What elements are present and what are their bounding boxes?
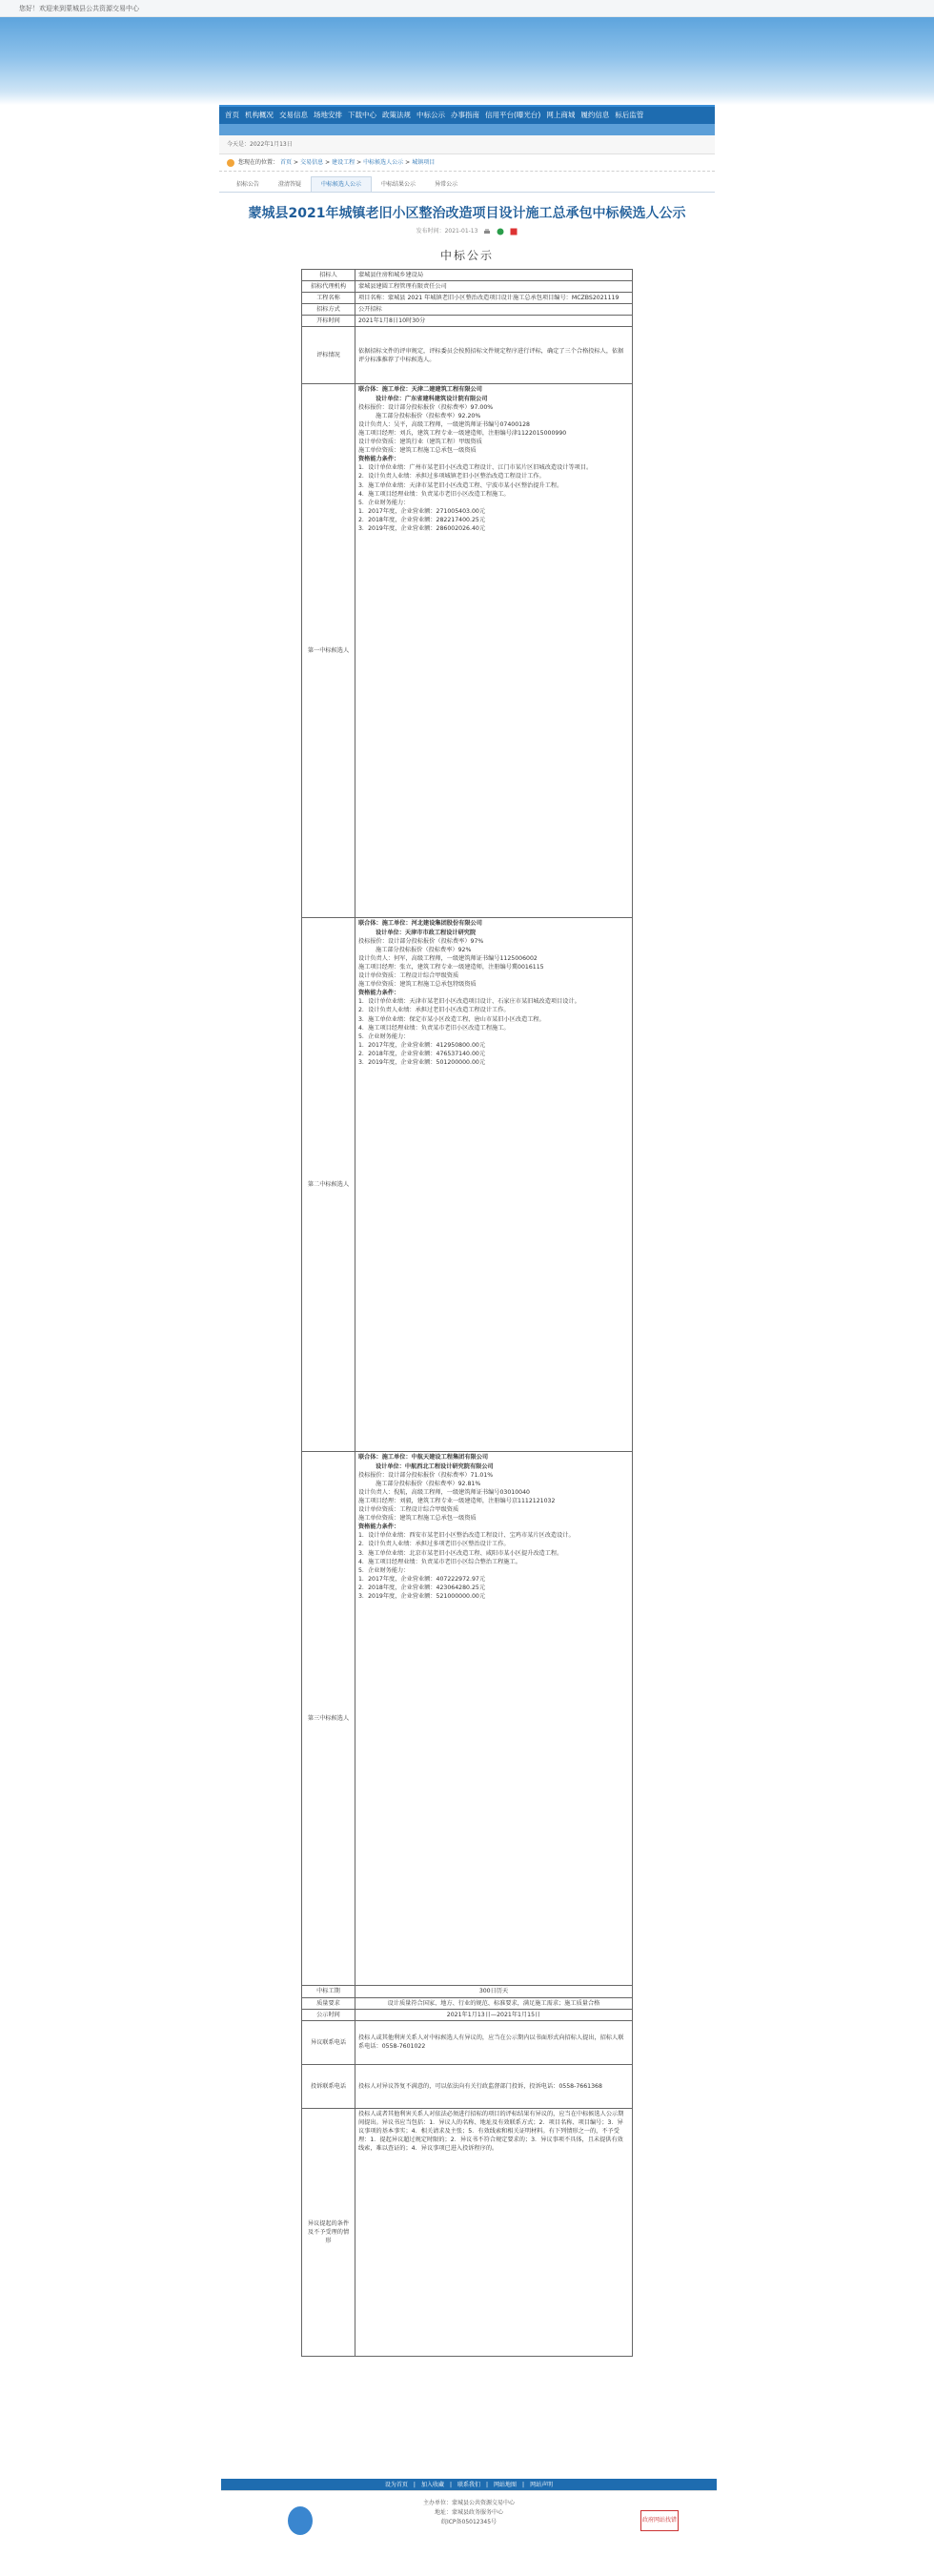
candidate-line: 4．施工项目经理业绩：负责某市老旧小区综合整治工程施工。	[358, 1558, 521, 1565]
candidate-line: 4．施工项目经理业绩：负责某市老旧小区改造工程施工。	[358, 1024, 510, 1032]
footer-link-contact[interactable]: 联系我们	[457, 2481, 480, 2488]
row-value: 投标人对异议答复不满意的，可以依法向有关行政监督部门投诉，投诉电话：0558-7661368	[355, 2064, 633, 2108]
candidate-line: 联合体：施工单位：天津二建建筑工程有限公司	[358, 386, 482, 394]
table-row	[302, 2020, 633, 2064]
candidate-line: 5．企业财务能力：	[358, 1032, 410, 1040]
candidate-line: 设计单位：中航西北工程设计研究院有限公司	[376, 1462, 494, 1470]
table-row	[302, 1452, 633, 1986]
candidate-line: 投标报价：设计部分投标报价（投标费率）97%	[358, 937, 484, 945]
row-label: 招标方式	[302, 304, 355, 316]
nav-item-award[interactable]: 中标公示	[416, 111, 445, 120]
candidate-line: 资格能力条件：	[358, 1523, 400, 1531]
sub-bar	[219, 124, 715, 135]
breadcrumb-construction[interactable]: 建设工程	[332, 159, 355, 166]
row-label: 招标人	[302, 270, 355, 281]
nav-item-policy[interactable]: 政策法规	[382, 111, 411, 120]
table-row	[302, 384, 633, 918]
row-value: 项目名称：蒙城县 2021 年城镇老旧小区整治改造项目设计施工总承包项目编号：MCZBS2021119	[355, 293, 633, 304]
candidate-line: 施工单位资质：建筑工程施工总承包一级资质	[358, 1515, 477, 1523]
candidate-line: 4．施工项目经理业绩：负责某市老旧小区改造工程施工。	[358, 490, 510, 498]
row-label: 异议联系电话	[302, 2020, 355, 2064]
nav-item-trade[interactable]: 交易信息	[279, 111, 308, 120]
row-label: 异议提起的条件及不予受理的情形	[302, 2108, 355, 2356]
table-row	[302, 2108, 633, 2356]
table-row	[302, 1997, 633, 2009]
candidate-line: 施工项目经理：张立，建筑工程专业一级建造师，注册编号冀0016115	[358, 963, 544, 971]
table-row	[302, 2009, 633, 2020]
banner-logo-area	[221, 42, 717, 84]
nav-item-credit[interactable]: 信用平台(曝光台)	[485, 111, 541, 120]
nav-item-about[interactable]: 机构概况	[245, 111, 274, 120]
article-meta	[219, 227, 715, 235]
nav-item-venue[interactable]: 场地安排	[314, 111, 342, 120]
row-label: 招标代理机构	[302, 281, 355, 293]
top-bar	[0, 0, 934, 17]
date-text: 今天是：2022年1月13日	[227, 141, 293, 148]
candidate-line: 设计负责人：倪航，高级工程师，一级建筑师证书编号03010040	[358, 1488, 530, 1496]
candidate-line: 投标报价：设计部分投标报价（投标费率）97.00%	[358, 403, 494, 411]
candidate-line: 设计负责人：何军，高级工程师，一级建筑师证书编号1125006002	[358, 954, 538, 962]
table-row	[302, 293, 633, 304]
error-report-badge[interactable]: 政府网站找错	[640, 2510, 679, 2531]
row-value: 公开招标	[355, 304, 633, 316]
main-nav	[219, 105, 715, 124]
candidate-line: 设计单位资质：工程设计综合甲级资质	[358, 972, 459, 980]
candidate-line: 2．2018年度，企业营业额：282217400.25元	[358, 516, 486, 523]
row-value: 投标人或者其他利害关系人对依法必须进行招标的项目的评标结果有异议的，应当在中标候选人公示期间提出。异议书应当包括：1．异议人的名称、地址及有效联系方式；2．项目名称、项目编号；3．异议事项的基本事实；4．相关请求及主张；5．有效线索和相关证明材料。有下列情形之一的，不予受理：1．提起异议超过规定时限的；2．异议书不符合规定要求的；3．异议事项不具体，且未提供有效线索，难以查证的；4．异议事项已进入投诉程序的。	[355, 2108, 633, 2356]
candidate-line: 设计单位资质：建筑行业（建筑工程）甲级资质	[358, 439, 482, 446]
publish-time: 发布时间：2021-01-13	[416, 228, 478, 235]
row-label: 质量要求	[302, 1997, 355, 2009]
candidate-line: 1．2017年度，企业营业额：412950800.00元	[358, 1041, 486, 1049]
candidate-line: 5．企业财务能力：	[358, 1566, 410, 1574]
nav-item-mall[interactable]: 网上商城	[546, 111, 576, 120]
table-row	[302, 316, 633, 327]
row-value: 300日历天	[355, 1986, 633, 1997]
tab-exception[interactable]: 异常公示	[435, 181, 458, 188]
candidate-line: 施工部分投标报价（投标费率）92.20%	[376, 412, 481, 419]
nav-item-download[interactable]: 下载中心	[348, 111, 376, 120]
candidate-line: 设计单位：天津市市政工程设计研究院	[376, 929, 477, 936]
row-label: 公示时间	[302, 2009, 355, 2020]
footer-line: 地址：蒙城县政务服务中心	[434, 2509, 503, 2516]
candidate-line: 2．设计负责人业绩：承担过多项城镇老旧小区整治改造工程设计工作。	[358, 473, 545, 480]
row-label: 中标工期	[302, 1986, 355, 1997]
candidate-3-label: 第三中标候选人	[302, 1452, 355, 1986]
tab-clarification[interactable]: 澄清答疑	[278, 181, 302, 188]
document-title: 中标公示	[439, 249, 494, 262]
row-label: 投诉联系电话	[302, 2064, 355, 2108]
candidate-2-label: 第二中标候选人	[302, 918, 355, 1452]
article-title: 蒙城县2021年城镇老旧小区整治改造项目设计施工总承包中标候选人公示	[248, 206, 686, 221]
notice-document	[301, 247, 633, 2357]
breadcrumb-candidates[interactable]: 中标候选人公示	[363, 159, 404, 166]
candidate-line: 2．2018年度，企业营业额：476537140.00元	[358, 1050, 486, 1057]
candidate-line: 联合体：施工单位：中航天建设工程集团有限公司	[358, 1454, 489, 1462]
nav-item-home[interactable]: 首页	[225, 111, 239, 120]
table-row	[302, 270, 633, 281]
breadcrumb-trade[interactable]: 交易信息	[300, 159, 324, 166]
gov-badge-icon[interactable]	[288, 2506, 313, 2535]
footer-link-statement[interactable]: 网站声明	[530, 2481, 554, 2488]
candidate-line: 3．施工单位业绩：北京市某老旧小区改造工程、咸阳市某小区提升改造工程。	[358, 1549, 563, 1557]
candidate-line: 5．企业财务能力：	[358, 499, 410, 506]
footer-link-sitemap[interactable]: 网站地图	[494, 2481, 518, 2488]
candidate-line: 3．施工单位业绩：保定市某小区改造工程、唐山市某旧小区改造工程。	[358, 1015, 545, 1023]
home-icon	[227, 159, 234, 167]
footer-link-homepage[interactable]: 设为首页	[384, 2481, 408, 2488]
close-icon[interactable]	[510, 228, 518, 235]
candidate-2-detail	[355, 918, 633, 1452]
row-label: 工程名称	[302, 293, 355, 304]
footer-link-favorite[interactable]: 加入收藏	[420, 2481, 444, 2488]
table-row	[302, 281, 633, 293]
candidate-line: 设计单位：广东省建科建筑设计院有限公司	[376, 395, 488, 402]
footer	[221, 2490, 717, 2549]
top-bar-text: 您好！欢迎来到蒙城县公共资源交易中心	[19, 5, 139, 12]
nav-item-performance[interactable]: 履约信息	[580, 111, 610, 120]
candidate-line: 3．施工单位业绩：天津市某老旧小区改造工程、宁波市某小区整治提升工程。	[358, 481, 563, 489]
share-icon[interactable]	[497, 228, 504, 235]
candidate-line: 2．设计负责人业绩：承担过老旧小区改造工程设计工作。	[358, 1007, 510, 1014]
candidate-line: 设计单位资质：工程设计综合甲级资质	[358, 1506, 459, 1514]
page-wrapper	[219, 105, 715, 2357]
candidate-line: 施工单位资质：建筑工程施工总承包特级资质	[358, 981, 477, 989]
notice-table	[301, 269, 633, 2357]
candidate-line: 施工部分投标报价（投标费率）92.81%	[376, 1480, 481, 1487]
info-bar	[219, 135, 715, 154]
nav-item-guide[interactable]: 办事指南	[451, 111, 479, 120]
candidate-line: 施工项目经理：刘兵，建筑工程专业一级建造师，注册编号津1122015000990	[358, 429, 567, 437]
candidate-line: 设计负责人：吴平，高级工程师，一级建筑师证书编号07400128	[358, 420, 530, 428]
notice-tabs	[219, 172, 715, 193]
row-label: 评标情况	[302, 327, 355, 384]
breadcrumb-town[interactable]: 城镇项目	[412, 159, 436, 166]
footer-nav: 设为首页 | 加入收藏 | 联系我们 | 网站地图 | 网站声明	[221, 2479, 717, 2490]
tab-tender-notice[interactable]: 招标公告	[236, 181, 260, 188]
candidate-line: 资格能力条件：	[358, 456, 400, 463]
row-value: 依据招标文件的评审规定，评标委员会按照招标文件规定程序进行评标，确定了三个合格投标人，依据评分标准推荐了中标候选人。	[355, 327, 633, 384]
candidate-line: 联合体：施工单位：河北建设集团股份有限公司	[358, 920, 482, 928]
candidate-1-label: 第一中标候选人	[302, 384, 355, 918]
banner	[0, 17, 934, 105]
candidate-line: 施工部分投标报价（投标费率）92%	[376, 946, 472, 953]
tab-result[interactable]: 中标结果公示	[381, 181, 416, 188]
row-label: 开标时间	[302, 316, 355, 327]
tab-candidates[interactable]: 中标候选人公示	[311, 176, 372, 192]
candidate-line: 3．2019年度，企业营业额：286002026.40元	[358, 524, 486, 532]
breadcrumb-home[interactable]: 首页	[280, 159, 293, 166]
table-row	[302, 327, 633, 384]
breadcrumb: 您现在的位置： 首页 > 交易信息 > 建设工程 > 中标候选人公示 > 城镇项目	[219, 154, 715, 172]
footer-line: 主办单位：蒙城县公共资源交易中心	[422, 2500, 515, 2506]
table-row	[302, 304, 633, 316]
candidate-line: 投标报价：设计部分投标报价（投标费率）71.01%	[358, 1471, 494, 1479]
row-value: 蒙城县住房和城乡建设局	[355, 270, 633, 281]
row-value: 设计质量符合国家、地方、行业的规范、标准要求，满足施工需求；施工质量合格	[355, 1997, 633, 2009]
candidate-1-detail	[355, 384, 633, 918]
table-row	[302, 1986, 633, 1997]
candidate-line: 资格能力条件：	[358, 990, 400, 997]
candidate-line: 1．2017年度，企业营业额：407222972.97元	[358, 1575, 486, 1583]
row-value: 蒙城县建圆工程管理有限责任公司	[355, 281, 633, 293]
candidate-line: 1．设计单位业绩：天津市某老旧小区改造项目设计、石家庄市某旧城改造项目设计。	[358, 998, 580, 1006]
candidate-3-detail	[355, 1452, 633, 1986]
footer-line[interactable]: 皖ICP备05012345号	[440, 2519, 497, 2525]
breadcrumb-prefix: 您现在的位置：	[238, 159, 279, 166]
candidate-line: 1．设计单位业绩：广州市某老旧小区改造工程设计、江门市某片区旧城改造设计等项目。	[358, 464, 593, 472]
row-value: 投标人或其他利害关系人对中标候选人有异议的，应当在公示期内以书面形式向招标人提出，招标人联系电话：0558-7601022	[355, 2020, 633, 2064]
row-value: 2021年1月8日10时30分	[355, 316, 633, 327]
candidate-line: 施工项目经理：刘毅，建筑工程专业一级建造师，注册编号京1112121032	[358, 1497, 556, 1504]
table-row	[302, 918, 633, 1452]
candidate-line: 施工单位资质：建筑工程施工总承包一级资质	[358, 447, 477, 455]
candidate-line: 3．2019年度，企业营业额：501200000.00元	[358, 1058, 486, 1066]
candidate-line: 1．设计单位业绩：西安市某老旧小区整治改造工程设计、宝鸡市某片区改造设计。	[358, 1532, 575, 1540]
table-row	[302, 2064, 633, 2108]
print-icon[interactable]	[483, 228, 491, 235]
nav-item-supervision[interactable]: 标后监管	[615, 111, 644, 120]
candidate-line: 3．2019年度，企业营业额：521000000.00元	[358, 1592, 486, 1600]
candidate-line: 2．2018年度，企业营业额：423064280.25元	[358, 1584, 486, 1591]
candidate-line: 1．2017年度，企业营业额：271005403.00元	[358, 507, 486, 515]
row-value: 2021年1月13日—2021年1月15日	[355, 2009, 633, 2020]
candidate-line: 2．设计负责人业绩：承担过多项老旧小区整治设计工作。	[358, 1541, 510, 1548]
